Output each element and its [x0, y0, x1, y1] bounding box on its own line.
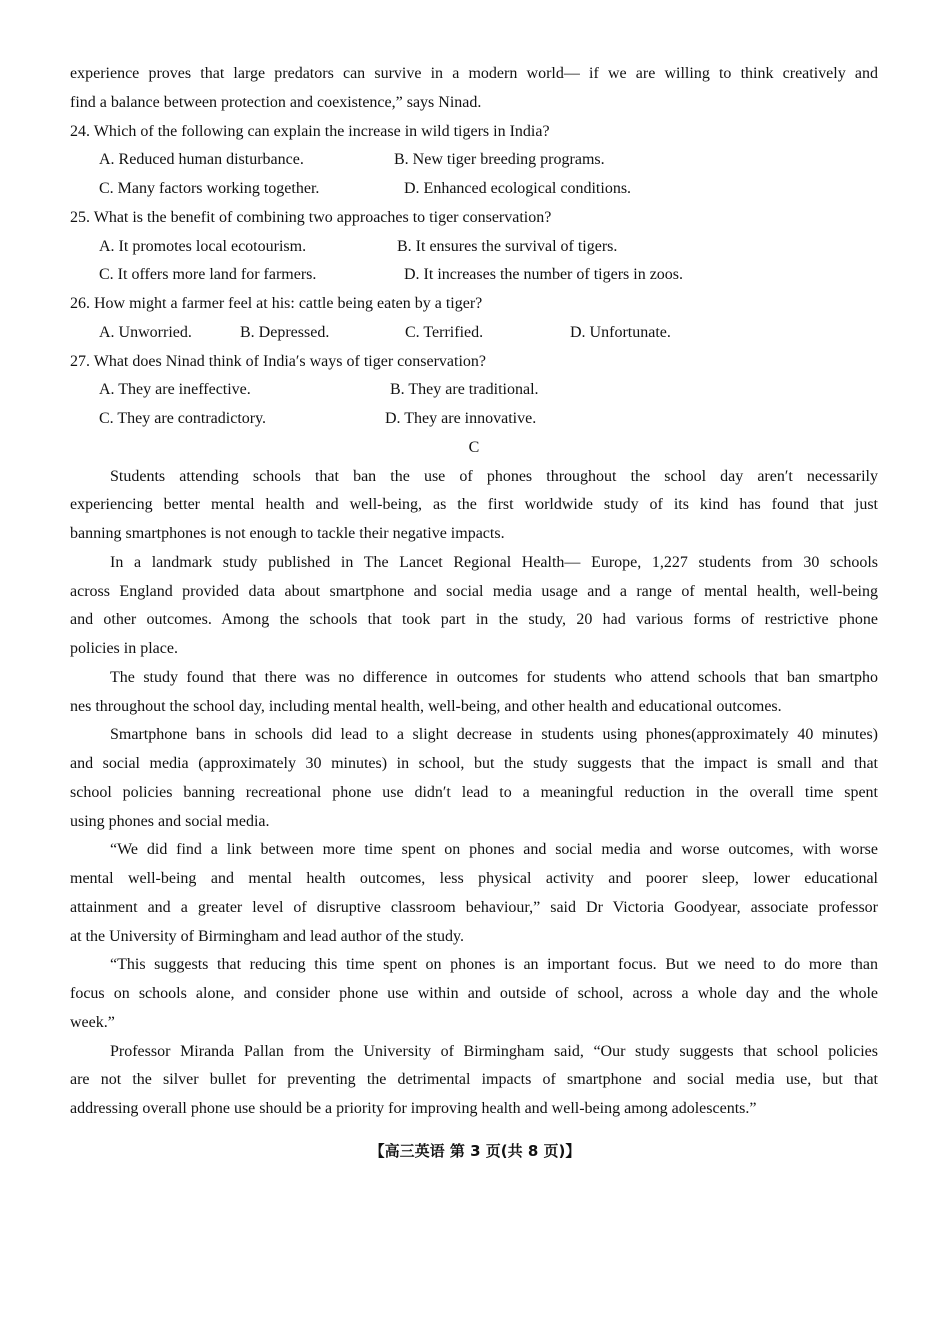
option-c: C. They are contradictory.	[99, 410, 267, 427]
option-a: A. They are ineffective.	[99, 381, 251, 399]
question-stem: 26. How might a farmer feel at his: cattle being eaten by a tiger?	[70, 295, 483, 312]
paragraph	[70, 664, 878, 722]
paragraph-line: banning smartphones is not enough to tackle their negative impacts.	[70, 525, 505, 542]
paragraph-line: policies in place.	[70, 640, 178, 657]
paragraph-line: and social media (approximately 30 minutes) in school, but the study suggests that the impact is small and that	[70, 755, 878, 772]
paragraph-line: across England provided data about smartphone and social media usage and a range of mental health, well-being	[70, 582, 878, 600]
exam-page	[70, 60, 878, 1124]
paragraph-line: “We did find a link between more time spent on phones and social media and worse outcomes, with worse	[110, 841, 878, 859]
section-label: C	[468, 438, 480, 456]
paragraph	[70, 549, 878, 664]
paragraph-line: mental well-being and mental health outcomes, less physical activity and poorer sleep, lower educational	[70, 870, 878, 887]
paragraph-line: school policies banning recreational phone use didn′t lead to a meaningful reduction in the overall time spent	[70, 783, 878, 801]
paragraph-line: “This suggests that reducing this time spent on phones is an important focus. But we need to do more than	[110, 956, 878, 974]
option-d: D. They are innovative.	[385, 410, 537, 427]
paragraph	[70, 836, 878, 951]
option-b: B. They are traditional.	[390, 381, 539, 399]
option-b: B. New tiger breeding programs.	[394, 151, 605, 169]
option-a: A. It promotes local ecotourism.	[99, 237, 307, 255]
option-c: C. Many factors working together.	[99, 180, 320, 197]
option-c: C. It offers more land for farmers.	[99, 266, 317, 284]
paragraph-line: using phones and social media.	[70, 812, 270, 830]
paragraph-line: focus on schools alone, and consider phone use within and outside of school, across a whole day and the whole	[70, 985, 878, 1002]
paragraph	[70, 1038, 878, 1124]
paragraph-line: addressing overall phone use should be a priority for improving health and well-being among adolescents.”	[70, 1100, 757, 1117]
paragraph	[70, 721, 878, 836]
intro-line: find a balance between protection and coexistence,” says Ninad.	[70, 93, 482, 111]
question-25	[70, 204, 878, 290]
paragraph-line: The study found that there was no difference in outcomes for students who attend schools that ban smartpho	[110, 668, 878, 686]
passage-c	[70, 463, 878, 1124]
paragraph-line: In a landmark study published in The Lancet Regional Health— Europe, 1,227 students from 30 schools	[110, 553, 878, 571]
paragraph-line: at the University of Birmingham and lead author of the study.	[70, 927, 464, 945]
paragraph-line: Professor Miranda Pallan from the University of Birmingham said, “Our study suggests that school policies	[110, 1042, 878, 1060]
option-c: C. Terrified.	[405, 323, 484, 341]
question-26	[70, 290, 878, 348]
option-b: B. It ensures the survival of tigers.	[397, 237, 618, 255]
paragraph-line: week.”	[70, 1013, 115, 1031]
question-stem: 25. What is the benefit of combining two approaches to tiger conservation?	[70, 208, 552, 226]
paragraph-line: nes throughout the school day, including mental health, well-being, and other health and educational outcomes.	[70, 697, 782, 715]
option-d: D. Enhanced ecological conditions.	[404, 180, 632, 197]
paragraph-line: attainment and a greater level of disruptive classroom behaviour,” said Dr Victoria Goodyear, associate professor	[70, 898, 878, 916]
intro-line: experience proves that large predators can survive in a modern world— if we are willing to think creatively and	[70, 65, 878, 82]
question-stem: 24. Which of the following can explain the increase in wild tigers in India?	[70, 122, 550, 140]
paragraph	[70, 951, 878, 1037]
option-a: A. Reduced human disturbance.	[99, 151, 304, 169]
paragraph	[70, 463, 878, 549]
paragraph-line: Smartphone bans in schools did lead to a slight decrease in students using phones(approximately 40 minutes)	[110, 726, 878, 744]
question-27	[70, 348, 878, 434]
paragraph-line: and other outcomes. Among the schools that took part in the study, 20 had various forms of restrictive phone	[70, 611, 878, 629]
option-d: D. It increases the number of tigers in zoos.	[404, 266, 684, 284]
question-24	[70, 118, 878, 204]
paragraph-line: experiencing better mental health and well-being, as the first worldwide study of its kind has found that just	[70, 496, 878, 514]
paragraph-line: Students attending schools that ban the use of phones throughout the school day aren′t necessarily	[110, 467, 878, 485]
option-d: D. Unfortunate.	[570, 323, 671, 341]
page-footer: 【高三英语 第 3 页(共 8 页)】	[369, 1142, 581, 1160]
option-b: B. Depressed.	[240, 323, 330, 341]
paragraph-line: are not the silver bullet for preventing the detrimental impacts of smartphone and social media use, but that	[70, 1071, 878, 1089]
question-stem: 27. What does Ninad think of India′s ways of tiger conservation?	[70, 352, 486, 370]
option-a: A. Unworried.	[99, 323, 192, 341]
